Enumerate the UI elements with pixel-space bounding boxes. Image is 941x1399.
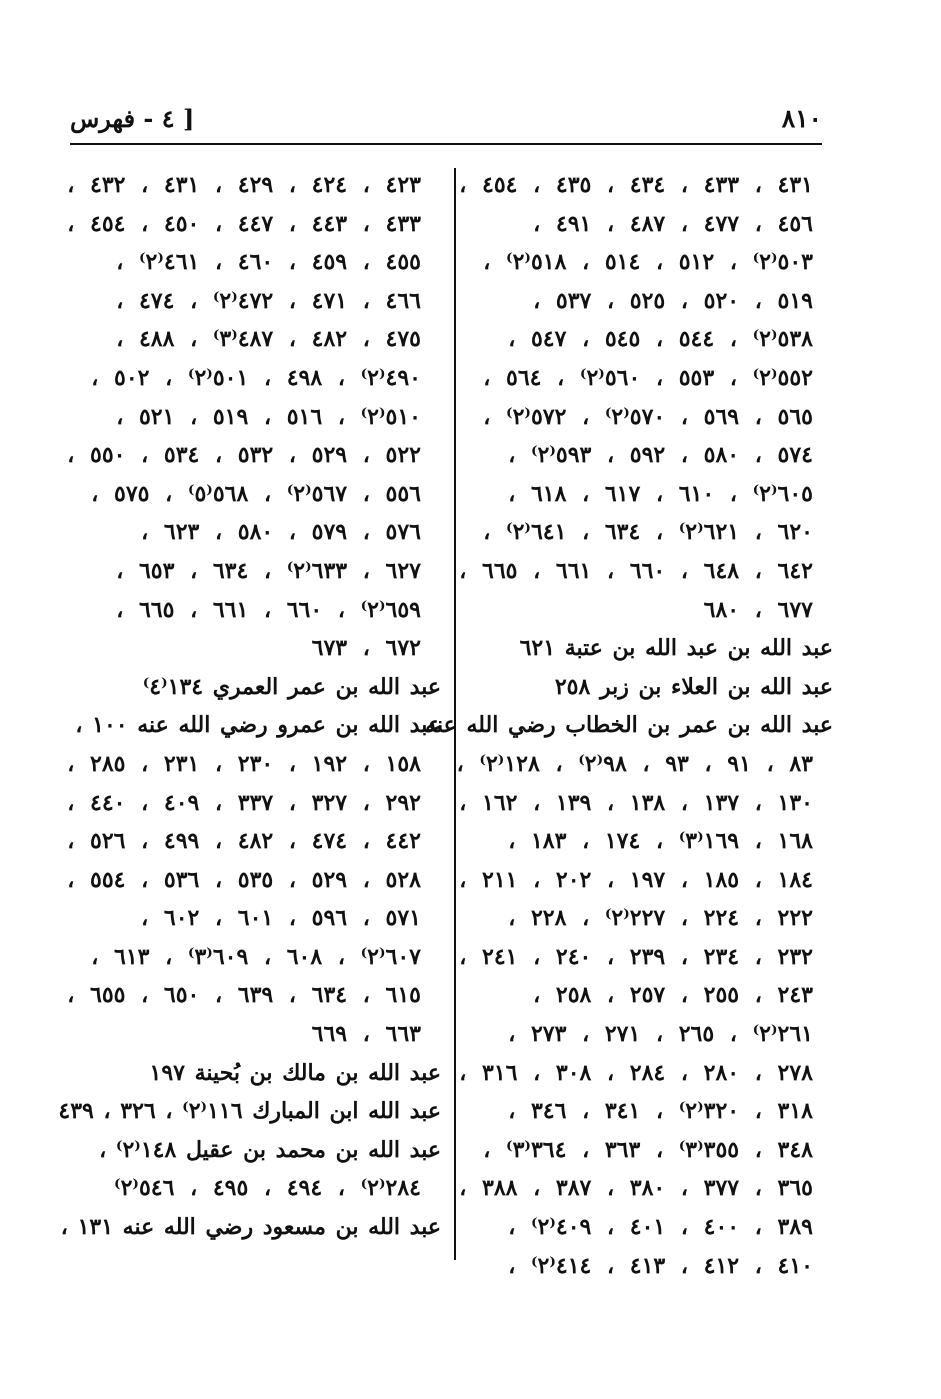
index-entry-pages: ٥٥٦ ، ٥٦٧⁽٢⁾ ، ٥٦٨⁽٥⁾ ، ٥٧٥ ، bbox=[91, 480, 421, 507]
index-entry-pages: ٥٧١ ، ٥٩٦ ، ٦٠١ ، ٦٠٢ ، bbox=[141, 905, 421, 932]
index-entry-pages: ٤٤٢ ، ٤٧٤ ، ٤٨٢ ، ٤٩٩ ، ٥٢٦ ، bbox=[67, 828, 421, 855]
index-entry-name: عبد الله ابن المبارك ١١٦⁽٢⁾ ، ٣٢٦ ، ٤٣٩ bbox=[58, 1098, 441, 1125]
index-entry-pages: ٤٦٦ ، ٤٧١ ، ٤٧٢⁽٢⁾ ، ٤٧٤ ، bbox=[116, 287, 421, 314]
index-entry-name: عبد الله بن العلاء بن زبر ٢٥٨ bbox=[554, 673, 833, 700]
index-entry-pages: ٤٥٥ ، ٤٥٩ ، ٤٦٠ ، ٤٦١⁽٢⁾ ، bbox=[116, 249, 421, 276]
index-entry-pages: ٥٦٥ ، ٥٦٩ ، ٥٧٠⁽٢⁾ ، ٥٧٢⁽٢⁾ ، bbox=[483, 403, 813, 430]
header-rule bbox=[70, 143, 822, 145]
index-entry-pages: ١٣٠ ، ١٣٧ ، ١٣٨ ، ١٣٩ ، ١٦٢ ، bbox=[459, 789, 813, 816]
index-entry-name: عبد الله بن مالك بن بُحينة ١٩٧ bbox=[149, 1059, 441, 1086]
index-entry-pages: ٦٢٠ ، ٦٢١⁽٢⁾ ، ٦٣٤ ، ٦٤١⁽٢⁾ ، bbox=[483, 519, 813, 546]
index-entry-pages: ٢٧٨ ، ٢٨٠ ، ٢٨٤ ، ٣٠٨ ، ٣١٦ ، bbox=[459, 1059, 813, 1086]
index-entry-pages: ٦٢٧ ، ٦٣٣⁽٢⁾ ، ٦٣٤ ، ٦٥٣ ، bbox=[116, 557, 421, 584]
index-entry-pages: ٦٦٣ ، ٦٦٩ bbox=[311, 1021, 421, 1048]
index-entry-pages: ٤٣١ ، ٤٣٣ ، ٤٣٤ ، ٤٣٥ ، ٤٥٤ ، bbox=[459, 172, 813, 198]
running-head: [ ٤ - فهرس bbox=[70, 104, 195, 133]
index-entry-pages: ٥٥٢⁽٢⁾ ، ٥٥٣ ، ٥٦٠⁽٢⁾ ، ٥٦٤ ، bbox=[483, 364, 813, 391]
index-entry-pages: ٦١٥ ، ٦٣٤ ، ٦٣٩ ، ٦٥٠ ، ٦٥٥ ، bbox=[67, 982, 421, 1009]
index-entry-pages: ٥٣٨⁽٢⁾ ، ٥٤٤ ، ٥٤٥ ، ٥٤٧ ، bbox=[508, 326, 813, 353]
index-entry-pages: ٣٤٨ ، ٣٥٥⁽٣⁾ ، ٣٦٣ ، ٣٦٤⁽٣⁾ ، bbox=[483, 1136, 813, 1163]
index-entry-name: عبد الله بن مسعود رضي الله عنه ١٣١ ، bbox=[60, 1214, 441, 1241]
index-entry-pages: ٣٦٥ ، ٣٧٧ ، ٣٨٠ ، ٣٨٧ ، ٣٨٨ ، bbox=[459, 1175, 813, 1202]
index-entry-pages: ٦٧٧ ، ٦٨٠ bbox=[703, 596, 813, 623]
index-entry-pages: ٥٠٣⁽٢⁾ ، ٥١٢ ، ٥١٤ ، ٥١٨⁽٢⁾ ، bbox=[483, 249, 813, 276]
index-entry-name: عبد الله بن عمر العمري ١٣٤⁽٤⁾ bbox=[142, 673, 441, 700]
index-entry-pages: ٣١٨ ، ٣٢٠⁽٢⁾ ، ٣٤١ ، ٣٤٦ ، bbox=[508, 1098, 813, 1125]
index-entry-pages: ٢٢٢ ، ٢٢٤ ، ٢٢٧⁽٢⁾ ، ٢٢٨ ، bbox=[508, 905, 813, 932]
index-entry-pages: ١٦٨ ، ١٦٩⁽٣⁾ ، ١٧٤ ، ١٨٣ ، bbox=[508, 828, 813, 855]
page-header bbox=[70, 104, 822, 144]
index-entry-name: عبد الله بن عمر بن الخطاب رضي الله عنه bbox=[425, 712, 833, 739]
index-entry-pages: ٣٨٩ ، ٤٠٠ ، ٤٠١ ، ٤٠٩⁽٢⁾ ، bbox=[508, 1214, 813, 1241]
index-entry-pages: ٥١٠⁽٢⁾ ، ٥١٦ ، ٥١٩ ، ٥٢١ ، bbox=[116, 403, 421, 430]
index-entry-pages: ٢٦١⁽٢⁾ ، ٢٦٥ ، ٢٧١ ، ٢٧٣ ، bbox=[508, 1021, 813, 1048]
index-entry-pages: ٦٤٢ ، ٦٤٨ ، ٦٦٠ ، ٦٦١ ، ٦٦٥ ، bbox=[459, 557, 813, 584]
index-entry-pages: ٥٧٦ ، ٥٧٩ ، ٥٨٠ ، ٦٢٣ ، bbox=[141, 519, 421, 546]
index-entry-pages: ٦٧٢ ، ٦٧٣ bbox=[311, 635, 421, 662]
index-entry-pages: ٢٨٤⁽٢⁾ ، ٤٩٤ ، ٤٩٥ ، ٥٤٦⁽٢⁾ bbox=[114, 1175, 421, 1202]
index-entry-pages: ٢٩٢ ، ٣٢٧ ، ٣٣٧ ، ٤٠٩ ، ٤٤٠ ، bbox=[67, 789, 421, 816]
index-entry-name: عبد الله بن عبد الله بن عتبة ٦٢١ bbox=[519, 635, 833, 662]
index-entry-pages: ٤١٠ ، ٤١٢ ، ٤١٣ ، ٤١٤⁽٢⁾ ، bbox=[508, 1252, 813, 1279]
index-entry-pages: ٦٥٩⁽٢⁾ ، ٦٦٠ ، ٦٦١ ، ٦٦٥ ، bbox=[116, 596, 421, 623]
index-entry-pages: ٥٢٨ ، ٥٢٩ ، ٥٣٥ ، ٥٣٦ ، ٥٥٤ ، bbox=[67, 866, 421, 893]
index-entry-pages: ٤٥٦ ، ٤٧٧ ، ٤٨٧ ، ٤٩١ ، bbox=[533, 210, 813, 237]
index-entry-name: عبد الله بن محمد بن عقيل ١٤٨⁽٢⁾ ، bbox=[99, 1136, 441, 1163]
index-entry-pages: ٢٤٣ ، ٢٥٥ ، ٢٥٧ ، ٢٥٨ ، bbox=[533, 982, 813, 1009]
index-entry-pages: ٤٢٣ ، ٤٢٤ ، ٤٢٩ ، ٤٣١ ، ٤٣٢ ، bbox=[67, 172, 421, 198]
index-entry-name: عبد الله بن عمرو رضي الله عنه ١٠٠ ، bbox=[75, 712, 441, 739]
page-number: ٨١٠ bbox=[781, 104, 822, 133]
index-entry-pages: ٤٣٣ ، ٤٤٣ ، ٤٤٧ ، ٤٥٠ ، ٤٥٤ ، bbox=[67, 210, 421, 237]
index-entry-pages: ٥١٩ ، ٥٢٠ ، ٥٢٥ ، ٥٣٧ ، bbox=[533, 287, 813, 314]
index-column-left bbox=[58, 166, 441, 1247]
index-entry-pages: ١٥٨ ، ١٩٢ ، ٢٣٠ ، ٢٣١ ، ٢٨٥ ، bbox=[67, 750, 421, 777]
index-entry-pages: ٦٠٥⁽٢⁾ ، ٦١٠ ، ٦١٧ ، ٦١٨ ، bbox=[508, 480, 813, 507]
index-entry-pages: ٨٣ ، ٩١ ، ٩٣ ، ٩٨⁽٢⁾ ، ١٢٨⁽٢⁾ ، bbox=[456, 750, 813, 777]
index-entry-pages: ٢٣٢ ، ٢٣٤ ، ٢٣٩ ، ٢٤٠ ، ٢٤١ ، bbox=[459, 943, 813, 970]
index-entry-pages: ٦٠٧⁽٢⁾ ، ٦٠٨ ، ٦٠٩⁽٣⁾ ، ٦١٣ ، bbox=[91, 943, 421, 970]
index-entry-pages: ٤٩٠⁽٢⁾ ، ٤٩٨ ، ٥٠١⁽٢⁾ ، ٥٠٢ ، bbox=[91, 364, 421, 391]
index-entry-pages: ٥٢٢ ، ٥٢٩ ، ٥٣٢ ، ٥٣٤ ، ٥٥٠ ، bbox=[67, 442, 421, 469]
index-column-right bbox=[425, 166, 833, 1285]
index-entry-pages: ٤٧٥ ، ٤٨٢ ، ٤٨٧⁽٣⁾ ، ٤٨٨ ، bbox=[116, 326, 421, 353]
index-entry-pages: ٥٧٤ ، ٥٨٠ ، ٥٩٢ ، ٥٩٣⁽٢⁾ ، bbox=[508, 442, 813, 469]
index-entry-pages: ١٨٤ ، ١٨٥ ، ١٩٧ ، ٢٠٢ ، ٢١١ ، bbox=[459, 866, 813, 893]
